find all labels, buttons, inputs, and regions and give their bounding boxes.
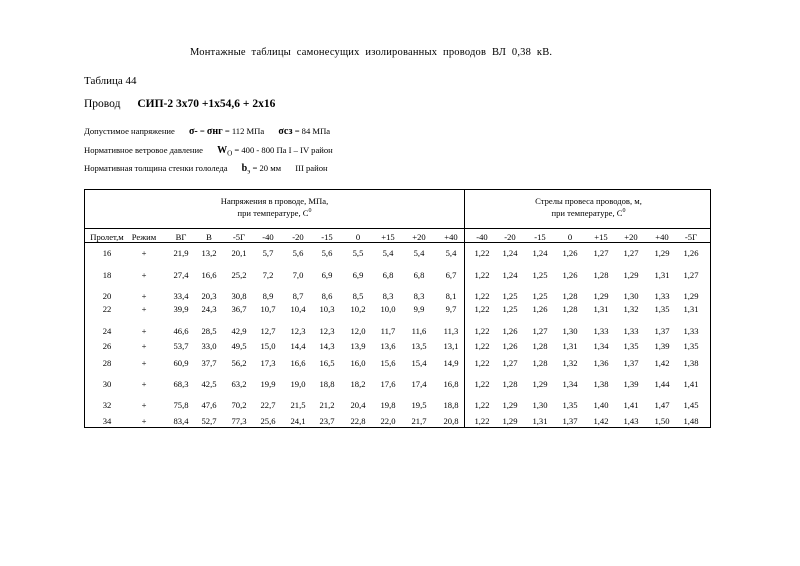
group-header-sag	[465, 196, 712, 218]
table-cell: 15,4	[411, 358, 427, 368]
wind-value: = 400 - 800 Па I – IV район	[234, 145, 333, 155]
table-cell: 18,8	[319, 379, 335, 389]
column-header: +40	[444, 232, 458, 242]
table-cell: 1,37	[562, 416, 578, 426]
column-header: +40	[655, 232, 669, 242]
table-cell: 11,6	[411, 326, 427, 336]
stress-value-1: = 112 МПа	[224, 126, 265, 136]
table-cell: 21,2	[319, 400, 335, 410]
table-cell: 16,5	[319, 358, 335, 368]
table-cell: 1,40	[593, 400, 609, 410]
table-cell: 1,42	[654, 358, 670, 368]
table-cell: 1,25	[502, 291, 518, 301]
table-cell: 12,0	[350, 326, 366, 336]
table-cell: 1,32	[562, 358, 578, 368]
table-cell: 6,8	[413, 270, 425, 280]
table-cell: 1,50	[654, 416, 670, 426]
table-cell: 1,22	[474, 270, 490, 280]
table-cell: +	[141, 291, 147, 301]
table-cell: 12,3	[319, 326, 335, 336]
table-cell: 8,7	[292, 291, 304, 301]
table-cell: 1,37	[623, 358, 639, 368]
table-cell: 1,26	[532, 304, 548, 314]
table-cell: 1,22	[474, 358, 490, 368]
table-cell: 1,27	[502, 358, 518, 368]
table-cell: 1,30	[532, 400, 548, 410]
table-cell: 33,4	[173, 291, 189, 301]
table-cell: 1,25	[532, 291, 548, 301]
table-cell: 32	[102, 400, 112, 410]
table-cell: 1,22	[474, 291, 490, 301]
table-cell: 22,8	[350, 416, 366, 426]
column-header: Режим	[131, 232, 157, 242]
column-header: -5Г	[684, 232, 698, 242]
table-cell: 77,3	[231, 416, 247, 426]
table-cell: 6,7	[445, 270, 457, 280]
group-header-sag-text: при температуре, С	[551, 207, 623, 218]
table-cell: 12,7	[260, 326, 276, 336]
table-cell: 10,0	[380, 304, 396, 314]
column-header: -40	[476, 232, 488, 242]
group-header-stress	[85, 196, 464, 218]
table-cell: 8,1	[445, 291, 457, 301]
table-cell: 1,22	[474, 304, 490, 314]
table-cell: 6,8	[382, 270, 394, 280]
table-cell: 10,4	[290, 304, 306, 314]
table-cell: 7,2	[262, 270, 274, 280]
table-cell: 6,9	[352, 270, 364, 280]
table-cell: 17,6	[380, 379, 396, 389]
table-cell: 1,24	[502, 248, 518, 258]
group-header-stress-line2	[85, 206, 464, 218]
table-cell: 1,22	[474, 416, 490, 426]
table-cell: 1,26	[562, 248, 578, 258]
table-subheader-rule	[85, 242, 710, 243]
wind-symbol: W	[217, 145, 228, 156]
group-header-sag-line2	[465, 206, 712, 218]
table-cell: 1,33	[623, 326, 639, 336]
table-cell: 1,33	[654, 291, 670, 301]
column-header: Пролет,м	[90, 232, 124, 242]
table-cell: 13,9	[350, 341, 366, 351]
table-cell: 1,28	[502, 379, 518, 389]
table-cell: +	[141, 400, 147, 410]
table-cell: 1,41	[683, 379, 699, 389]
table-cell: 15,0	[260, 341, 276, 351]
table-cell: +	[141, 358, 147, 368]
wire-label: Провод	[84, 98, 121, 110]
table-cell: 1,26	[683, 248, 699, 258]
table-cell: 1,32	[623, 304, 639, 314]
table-cell: 17,3	[260, 358, 276, 368]
stress-label: Допустимое напряжение	[84, 126, 175, 136]
table-cell: 20	[102, 291, 112, 301]
stress-eq: =	[199, 126, 207, 136]
table-cell: 19,9	[260, 379, 276, 389]
table-cell: 24	[102, 326, 112, 336]
table-cell: 1,30	[562, 326, 578, 336]
table-cell: 1,28	[532, 341, 548, 351]
table-cell: 18	[102, 270, 112, 280]
table-cell: 1,28	[593, 270, 609, 280]
table-cell: 15,6	[380, 358, 396, 368]
column-header: +15	[594, 232, 608, 242]
table-cell: 1,36	[593, 358, 609, 368]
table-cell: 13,2	[201, 248, 217, 258]
wire-line	[84, 98, 275, 110]
table-cell: 16,6	[201, 270, 217, 280]
table-cell: 19,5	[411, 400, 427, 410]
table-cell: 6,9	[321, 270, 333, 280]
table-cell: 56,2	[231, 358, 247, 368]
table-cell: 83,4	[173, 416, 189, 426]
table-cell: 5,4	[413, 248, 425, 258]
degree-sup: 0	[622, 208, 626, 214]
table-cell: 1,38	[593, 379, 609, 389]
table-cell: 1,25	[502, 304, 518, 314]
table-cell: 13,6	[380, 341, 396, 351]
table-cell: 13,5	[411, 341, 427, 351]
table-cell: 21,7	[411, 416, 427, 426]
column-header: +15	[381, 232, 395, 242]
table-cell: 16,8	[443, 379, 459, 389]
column-header: В	[206, 232, 212, 242]
column-header: +20	[412, 232, 426, 242]
table-cell: 1,44	[654, 379, 670, 389]
wind-spec	[84, 145, 333, 158]
table-cell: 17,4	[411, 379, 427, 389]
table-cell: 1,29	[532, 379, 548, 389]
table-cell: 16,0	[350, 358, 366, 368]
table-cell: 1,26	[502, 326, 518, 336]
table-cell: 22,7	[260, 400, 276, 410]
table-cell: 33,0	[201, 341, 217, 351]
table-cell: 1,31	[683, 304, 699, 314]
table-number: Таблица 44	[84, 75, 137, 87]
table-cell: 1,34	[562, 379, 578, 389]
table-cell: 49,5	[231, 341, 247, 351]
ice-symbol: b	[241, 163, 248, 174]
column-header: 0	[355, 232, 361, 242]
table-cell: 5,6	[292, 248, 304, 258]
table-cell: 1,25	[532, 270, 548, 280]
table-cell: +	[141, 379, 147, 389]
table-cell: 1,31	[532, 416, 548, 426]
table-cell: 8,5	[352, 291, 364, 301]
table-cell: 7,0	[292, 270, 304, 280]
table-cell: 1,29	[623, 270, 639, 280]
table-cell: 22,0	[380, 416, 396, 426]
table-cell: 1,31	[654, 270, 670, 280]
table-cell: 1,28	[562, 304, 578, 314]
table-cell: 1,33	[683, 326, 699, 336]
table-cell: 1,38	[683, 358, 699, 368]
table-cell: 1,35	[623, 341, 639, 351]
table-cell: 1,27	[593, 248, 609, 258]
table-cell: 13,1	[443, 341, 459, 351]
table-cell: 1,37	[654, 326, 670, 336]
table-cell: 26	[102, 341, 112, 351]
table-cell: 9,9	[413, 304, 425, 314]
table-cell: 1,39	[623, 379, 639, 389]
ice-region: III район	[295, 163, 328, 173]
table-cell: 28,5	[201, 326, 217, 336]
document-title: Монтажные таблицы самонесущих изолированных проводов ВЛ 0,38 кВ.	[190, 47, 553, 58]
table-cell: 14,4	[290, 341, 306, 351]
table-cell: 28	[102, 358, 112, 368]
table-cell: 60,9	[173, 358, 189, 368]
column-header: 0	[567, 232, 573, 242]
table-cell: 12,3	[290, 326, 306, 336]
table-cell: 75,8	[173, 400, 189, 410]
table-cell: 1,33	[593, 326, 609, 336]
table-cell: 25,6	[260, 416, 276, 426]
wind-label: Нормативное ветровое давление	[84, 145, 203, 155]
table-cell: 9,7	[445, 304, 457, 314]
table-cell: 11,7	[380, 326, 396, 336]
column-header: -20	[504, 232, 516, 242]
table-cell: 5,5	[352, 248, 364, 258]
table-cell: 1,28	[562, 291, 578, 301]
mounting-table	[84, 189, 711, 428]
table-cell: 1,27	[623, 248, 639, 258]
table-cell: 1,35	[683, 341, 699, 351]
table-cell: 1,22	[474, 400, 490, 410]
column-header: -20	[292, 232, 304, 242]
table-cell: 21,5	[290, 400, 306, 410]
ice-label: Нормативная толщина стенки гололеда	[84, 163, 228, 173]
table-cell: 20,8	[443, 416, 459, 426]
table-cell: 20,3	[201, 291, 217, 301]
table-cell: 16	[102, 248, 112, 258]
group-header-sag-line1: Стрелы провеса проводов, м,	[535, 196, 642, 206]
table-cell: 30,8	[231, 291, 247, 301]
table-cell: 52,7	[201, 416, 217, 426]
table-cell: 1,22	[474, 326, 490, 336]
table-cell: 1,30	[623, 291, 639, 301]
table-cell: 1,43	[623, 416, 639, 426]
table-cell: +	[141, 304, 147, 314]
stress-symbol-2: σнг	[206, 126, 223, 137]
table-cell: 1,24	[532, 248, 548, 258]
table-cell: 1,31	[562, 341, 578, 351]
table-cell: 63,2	[231, 379, 247, 389]
table-header-rule	[85, 228, 710, 229]
ice-spec	[84, 163, 328, 176]
table-cell: 1,41	[623, 400, 639, 410]
table-cell: 1,31	[593, 304, 609, 314]
wind-subscript: О	[227, 149, 233, 158]
table-cell: 1,29	[502, 416, 518, 426]
table-cell: 1,24	[502, 270, 518, 280]
table-cell: 24,1	[290, 416, 306, 426]
stress-spec	[84, 126, 330, 137]
table-cell: +	[141, 416, 147, 426]
table-cell: 37,7	[201, 358, 217, 368]
table-cell: 30	[102, 379, 112, 389]
table-cell: 8,3	[382, 291, 394, 301]
table-cell: 39,9	[173, 304, 189, 314]
ice-value: = 20 мм	[252, 163, 282, 173]
table-cell: 34	[102, 416, 112, 426]
table-cell: 5,6	[321, 248, 333, 258]
stress-value-2: = 84 МПа	[294, 126, 331, 136]
table-cell: 18,2	[350, 379, 366, 389]
column-header: -5Г	[232, 232, 246, 242]
table-cell: 1,27	[532, 326, 548, 336]
table-cell: 1,26	[562, 270, 578, 280]
table-cell: 1,34	[593, 341, 609, 351]
table-cell: 1,22	[474, 341, 490, 351]
table-cell: 46,6	[173, 326, 189, 336]
table-cell: 1,26	[502, 341, 518, 351]
table-cell: 8,6	[321, 291, 333, 301]
column-header: +20	[624, 232, 638, 242]
table-cell: 1,45	[683, 400, 699, 410]
table-cell: 1,48	[683, 416, 699, 426]
group-header-stress-text: при температуре, С	[237, 207, 309, 218]
stress-symbol-3: σсз	[278, 126, 293, 137]
table-cell: 1,29	[654, 248, 670, 258]
table-cell: 5,4	[445, 248, 457, 258]
table-cell: 70,2	[231, 400, 247, 410]
table-cell: 47,6	[201, 400, 217, 410]
ice-subscript: э	[247, 167, 251, 176]
column-header: -15	[534, 232, 546, 242]
table-cell: 27,4	[173, 270, 189, 280]
table-cell: 1,22	[474, 248, 490, 258]
table-cell: 19,8	[380, 400, 396, 410]
table-cell: 25,2	[231, 270, 247, 280]
table-cell: 1,29	[683, 291, 699, 301]
table-cell: 23,7	[319, 416, 335, 426]
table-cell: 16,6	[290, 358, 306, 368]
table-cell: 1,29	[593, 291, 609, 301]
table-cell: 10,7	[260, 304, 276, 314]
column-header: -15	[321, 232, 333, 242]
wire-value: СИП-2 3х70 +1х54,6 + 2х16	[137, 98, 276, 110]
column-header: ВГ	[175, 232, 187, 242]
table-cell: 5,7	[262, 248, 274, 258]
degree-sup: 0	[308, 208, 312, 214]
table-cell: 10,2	[350, 304, 366, 314]
table-cell: 36,7	[231, 304, 247, 314]
table-cell: 20,4	[350, 400, 366, 410]
table-cell: 1,28	[532, 358, 548, 368]
table-cell: 1,39	[654, 341, 670, 351]
table-cell: 68,3	[173, 379, 189, 389]
table-cell: 1,27	[683, 270, 699, 280]
table-cell: +	[141, 248, 147, 258]
table-cell: 24,3	[201, 304, 217, 314]
table-cell: 19,0	[290, 379, 306, 389]
table-cell: 1,29	[502, 400, 518, 410]
table-cell: 53,7	[173, 341, 189, 351]
table-cell: 1,35	[562, 400, 578, 410]
column-header: -40	[262, 232, 274, 242]
table-cell: 18,8	[443, 400, 459, 410]
table-cell: 22	[102, 304, 112, 314]
table-cell: 1,47	[654, 400, 670, 410]
table-cell: 8,3	[413, 291, 425, 301]
table-cell: 20,1	[231, 248, 247, 258]
table-cell: 8,9	[262, 291, 274, 301]
stress-symbol-1: σ-	[188, 126, 198, 137]
table-cell: +	[141, 270, 147, 280]
table-cell: 5,4	[382, 248, 394, 258]
table-cell: 1,42	[593, 416, 609, 426]
table-cell: 42,5	[201, 379, 217, 389]
table-cell: 21,9	[173, 248, 189, 258]
group-header-stress-line1: Напряжения в проводе, МПа,	[220, 196, 329, 206]
table-cell: 10,3	[319, 304, 335, 314]
table-cell: +	[141, 341, 147, 351]
table-cell: 11,3	[443, 326, 459, 336]
table-cell: 42,9	[231, 326, 247, 336]
table-cell: 1,22	[474, 379, 490, 389]
table-cell: 14,9	[443, 358, 459, 368]
table-cell: 1,35	[654, 304, 670, 314]
table-cell: +	[141, 326, 147, 336]
table-cell: 14,3	[319, 341, 335, 351]
